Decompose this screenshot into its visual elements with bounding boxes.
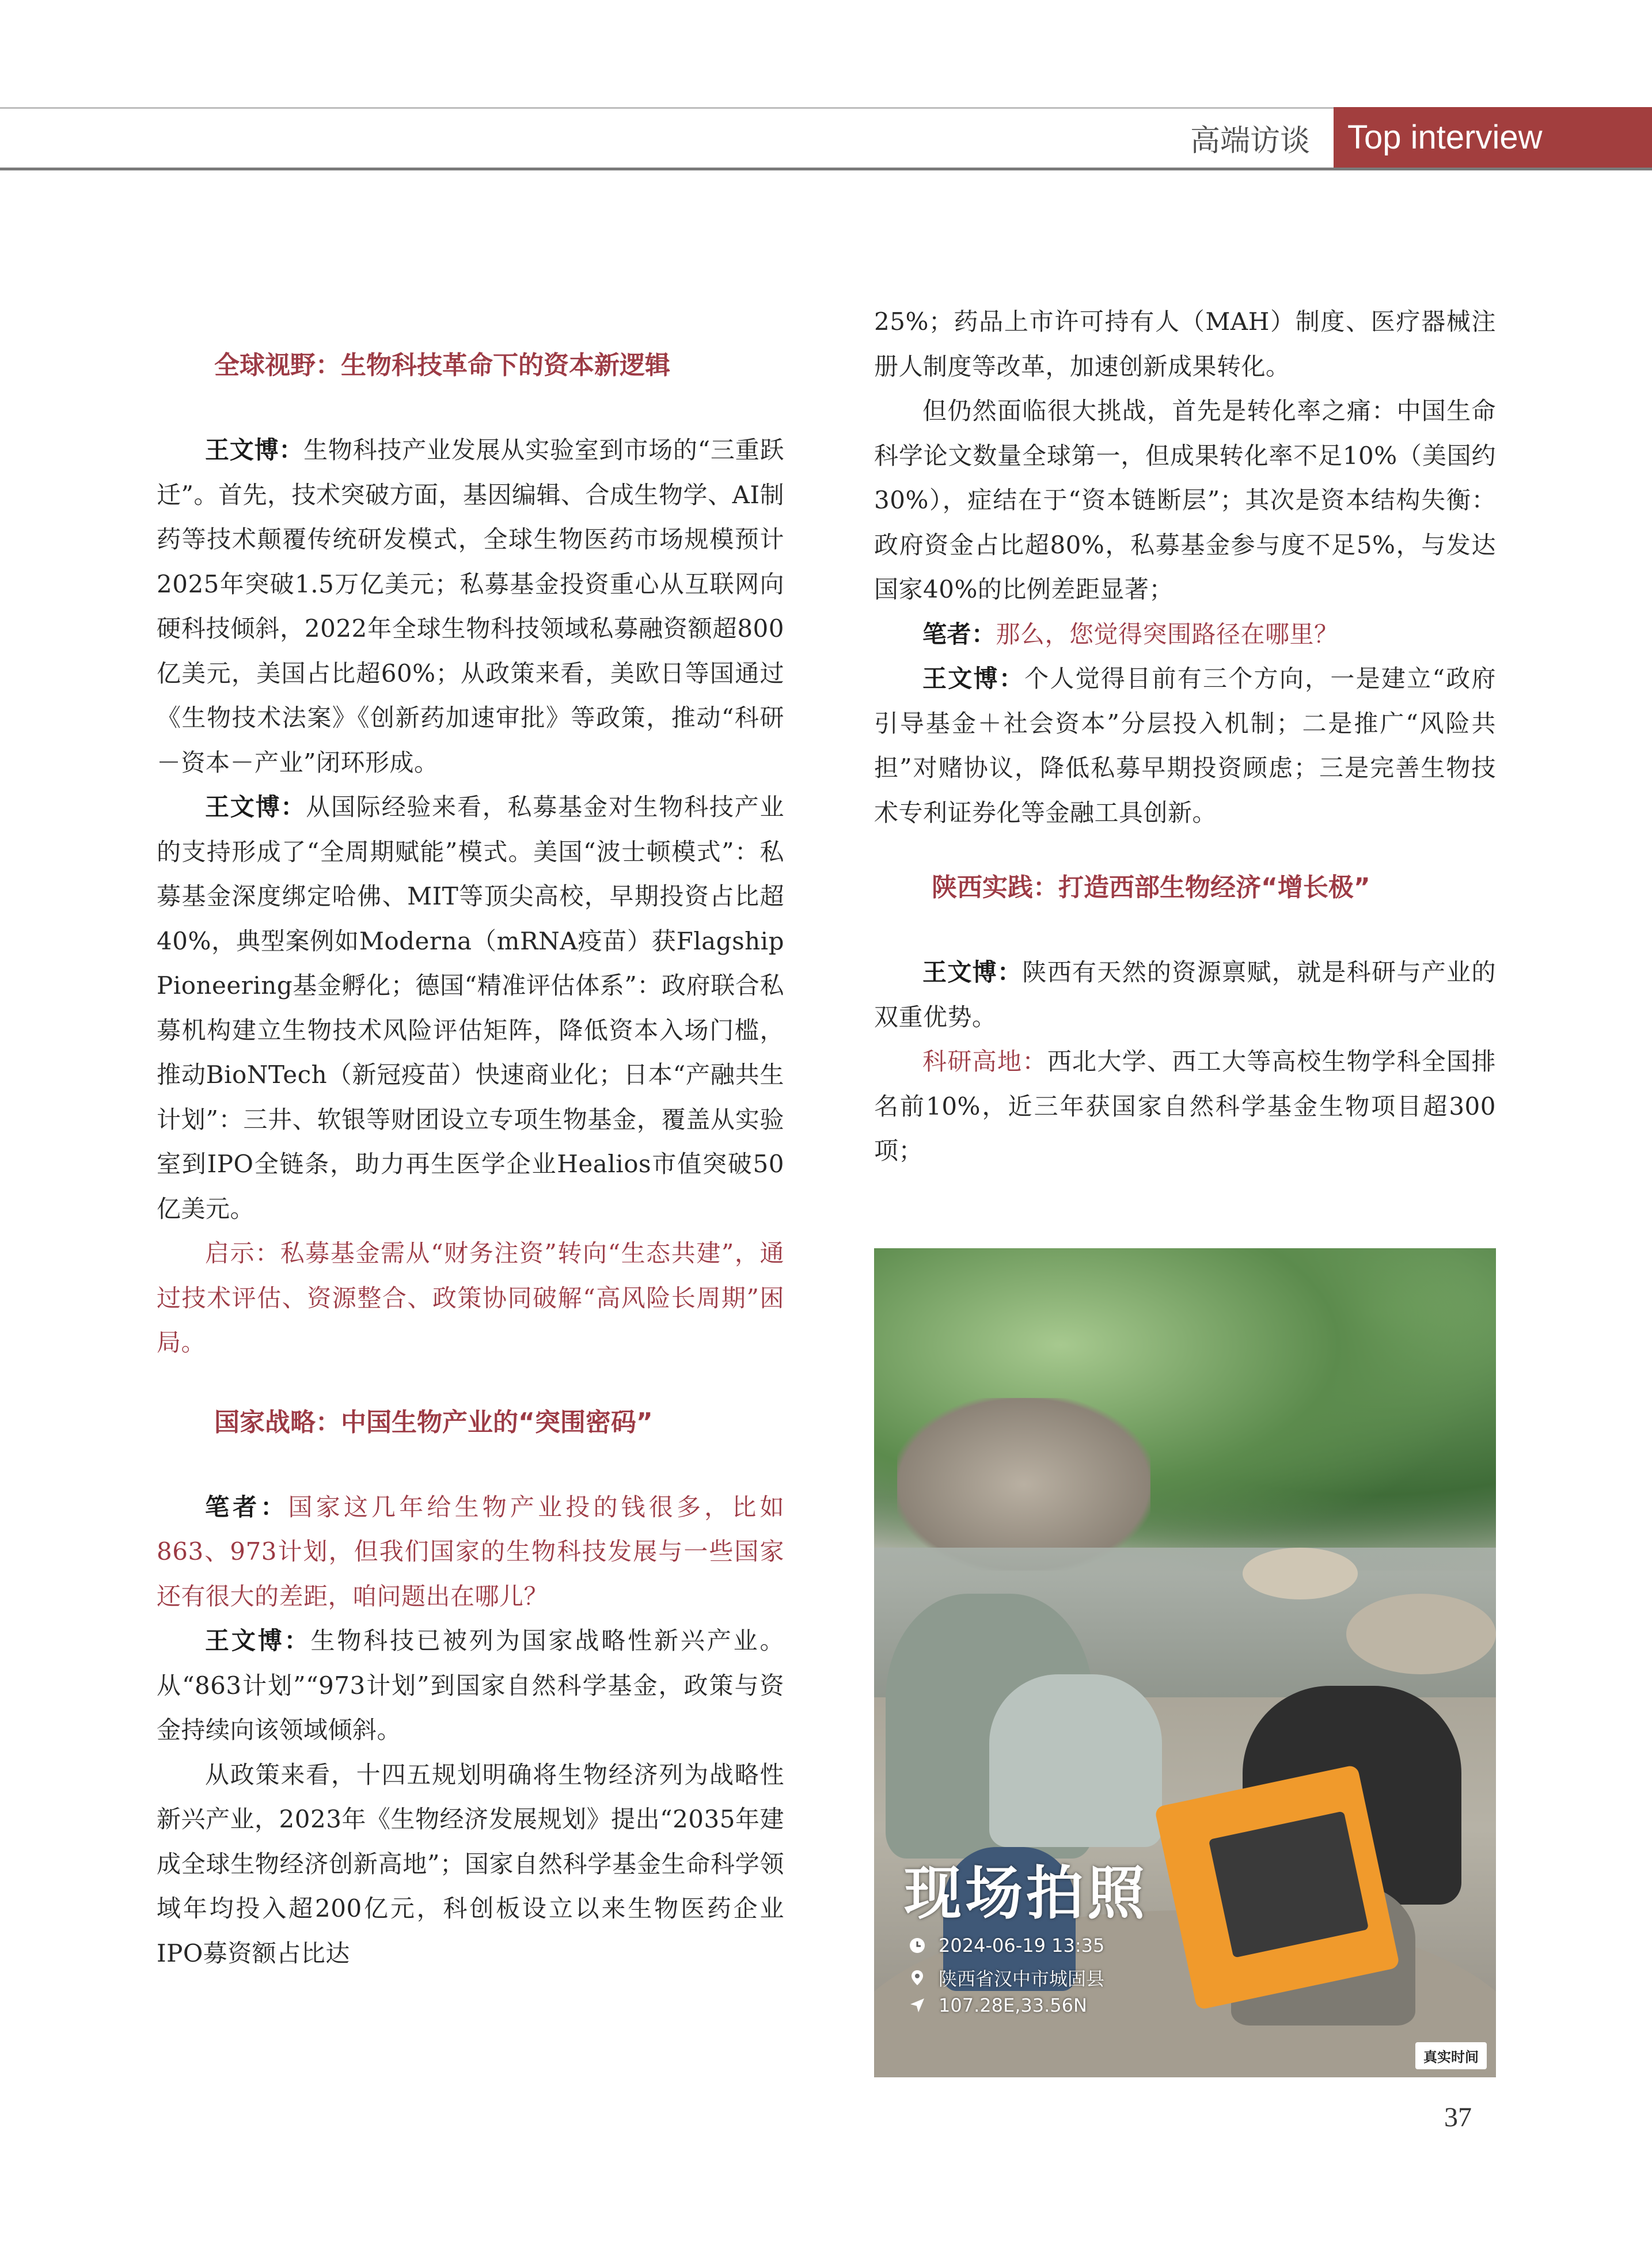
paragraph-text: 生物科技产业发展从实验室到市场的“三重跃迁”。首先，技术突破方面，基因编辑、合成生物学、AI制药等技术颠覆传统研发模式，全球生物医药市场规模预计2025年突破1.5万亿美元；私募基金投资重心从互联网向硬科技倾斜，2022年全球生物科技领域私募融资额超800亿美元，美国占比超60%；从政策来看，美欧日等国通过《生物技术法案》《创新药加速审批》等政策，推动“科研－资本－产业”闭环形成。: [157, 436, 784, 777]
photo-rock-wall: [897, 1398, 1150, 1571]
location-text: 陕西省汉中市城固县: [939, 1968, 1105, 1990]
paragraph: [874, 656, 1496, 835]
left-column: [157, 299, 784, 1975]
paragraph: 但仍然面临很大挑战，首先是转化率之痛：中国生命科学论文数量全球第一，但成果转化率不足10%（美国约30%），症结在于“资本链断层”；其次是资本结构失衡：政府资金占比超80%，私募基金参与度不足5%，与发达国家40%的比例差距显著；: [874, 397, 1496, 603]
header-bottom-rule: [0, 168, 1652, 170]
paragraph-text: 私募基金需从“财务注资”转向“生态共建”，通过技术评估、资源整合、政策协同破解“高风险长周期”困局。: [157, 1239, 784, 1356]
speaker-label: 王文博：: [922, 664, 1025, 693]
clock-icon: [909, 1937, 926, 1954]
speaker-label: 笔者：: [922, 620, 996, 648]
datetime-text: 2024-06-19 13:35: [939, 1935, 1105, 1956]
paragraph: [157, 1231, 784, 1365]
paragraph-text: 陕西有天然的资源禀赋，就是科研与产业的双重优势。: [874, 958, 1496, 1031]
insight-label: 启示：: [205, 1239, 280, 1267]
paragraph-text: 生物科技已被列为国家战略性新兴产业。从“863计划”“973计划”到国家自然科学基金，政策与资金持续向该领域倾斜。: [157, 1627, 784, 1744]
research-label: 科研高地：: [922, 1047, 1047, 1076]
speaker-label: 王文博：: [922, 958, 1023, 986]
photo-stamp-location: [909, 1964, 1104, 1991]
paragraph: [874, 612, 1496, 657]
paragraph: [157, 1618, 784, 1753]
speaker-label: 王文博：: [205, 793, 306, 821]
paragraph: [157, 1485, 784, 1619]
section-heading-shaanxi: 陕西实践：打造西部生物经济“增长极”: [932, 873, 1370, 902]
paragraph-text: 那么，您觉得突围路径在哪里？: [996, 620, 1339, 648]
paragraph: [157, 428, 784, 785]
navigation-arrow-icon: [909, 1997, 926, 2014]
paragraph: [874, 1039, 1496, 1173]
field-photo: [874, 1248, 1496, 2077]
section-title-cn: 高端访谈: [1190, 124, 1310, 158]
photo-boulder: [1346, 1594, 1496, 1674]
right-column: [874, 299, 1496, 1173]
real-time-badge: 真实时间: [1415, 2042, 1487, 2069]
paragraph-text: 从国际经验来看，私募基金对生物科技产业的支持形成了“全周期赋能”模式。美国“波士顿模式”：私募基金深度绑定哈佛、MIT等顶尖高校，早期投资占比超40%，典型案例如Moderna（mRNA疫苗）获Flagship Pioneering基金孵化；德国“精准评估体系”：政府联合私募机构建立生物技术风险评估矩阵，降低资本入场门槛，推动BioNTech（新冠疫苗）快速商业化；日本“产融共生计划”：三井、软银等财团设立专项生物基金，覆盖从实验室到IPO全链条，助力再生医学企业Healios市值突破50亿美元。: [157, 793, 784, 1223]
photo-person: [989, 1674, 1162, 1847]
paragraph-text: 个人觉得目前有三个方向，一是建立“政府引导基金＋社会资本”分层投入机制；二是推广“风险共担”对赌协议，降低私募早期投资顾虑；三是完善生物技术专利证券化等金融工具创新。: [874, 664, 1496, 827]
speaker-label: 王文博：: [205, 436, 304, 464]
section-title-en: Top interview: [1334, 107, 1652, 168]
coords-text: 107.28E,33.56N: [939, 1994, 1087, 2016]
speaker-label: 笔者：: [205, 1492, 288, 1521]
photo-boulder: [1243, 1548, 1358, 1599]
paragraph-text: 西北大学、西工大等高校生物学科全国排名前10%，近三年获国家自然科学基金生物项目超300项；: [874, 1047, 1496, 1165]
speaker-label: 王文博：: [205, 1627, 311, 1655]
photo-stamp-coords: [909, 1994, 1087, 2016]
paragraph: [874, 950, 1496, 1039]
section-heading-global: 全球视野：生物科技革命下的资本新逻辑: [214, 351, 670, 380]
photo-stamp-title: 现场拍照: [904, 1860, 1148, 1927]
paragraph: 从政策来看，十四五规划明确将生物经济列为战略性新兴产业，2023年《生物经济发展规划》提出“2035年建成全球生物经济创新高地”；国家自然科学基金生命科学领域年均投入超200亿元，科创板设立以来生物医药企业IPO募资额占比达: [157, 1760, 784, 1967]
location-pin-icon: [909, 1969, 926, 1986]
section-heading-national: 国家战略：中国生物产业的“突围密码”: [214, 1407, 653, 1437]
paragraph-text: 国家这几年给生物产业投的钱很多，比如863、973计划，但我们国家的生物科技发展与一些国家还有很大的差距，咱问题出在哪儿？: [157, 1492, 784, 1610]
page-number: 37: [1444, 2102, 1472, 2133]
photo-stamp-datetime: [909, 1935, 1104, 1956]
paragraph: 25%；药品上市许可持有人（MAH）制度、医疗器械注册人制度等改革，加速创新成果转化。: [874, 307, 1496, 381]
paragraph: [157, 785, 784, 1231]
